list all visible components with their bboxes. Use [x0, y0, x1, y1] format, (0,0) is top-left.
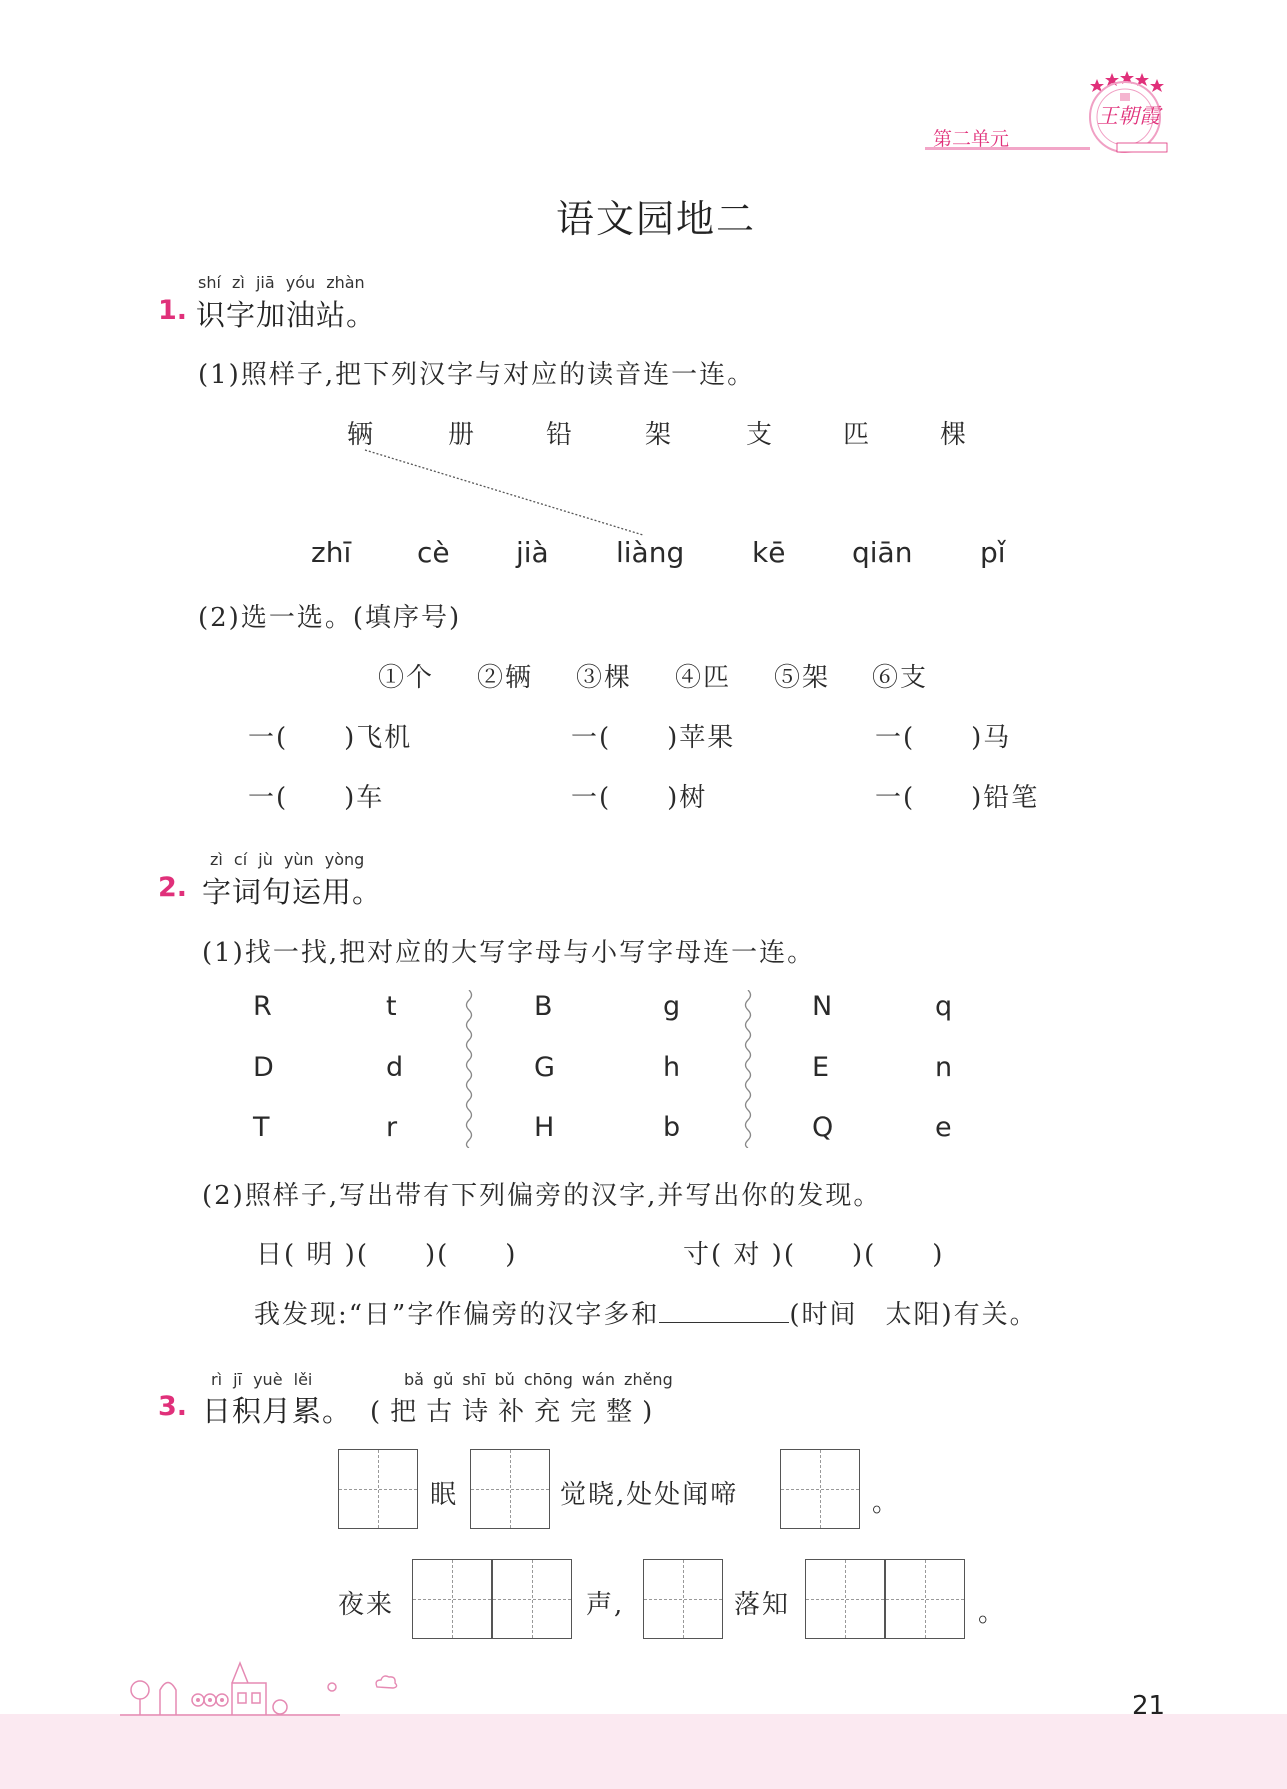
section3-subheading-pinyin: bǎ gǔ shī bǔ chōng wán zhěng	[404, 1370, 673, 1389]
character-item[interactable]: 匹	[843, 420, 870, 450]
lowercase-letter[interactable]: n	[935, 1052, 953, 1083]
section1-pinyin: shí zì jiā yóu zhàn	[198, 273, 365, 292]
option-item: ④匹	[675, 663, 732, 693]
uppercase-letter[interactable]: N	[812, 991, 833, 1022]
verse1-text-1: 眠	[430, 1480, 459, 1510]
s2-part2-instruction: (2)照样子,写出带有下列偏旁的汉字,并写出你的发现。	[202, 1181, 882, 1211]
option-item: ②辆	[477, 663, 534, 693]
page-title: 语文园地二	[556, 197, 757, 241]
verse2-text-3: 落知	[734, 1590, 791, 1620]
verse1-text-2: 觉晓,处处闻啼	[560, 1480, 739, 1510]
pinyin-item[interactable]: cè	[417, 536, 450, 569]
uppercase-letter[interactable]: G	[534, 1052, 555, 1083]
fill-item-car[interactable]: 一( )车	[248, 783, 385, 813]
section2-heading: 字词句运用。	[202, 875, 383, 909]
footer-band	[0, 1714, 1287, 1789]
writing-box[interactable]	[780, 1449, 860, 1529]
verse2-text-1: 夜来	[338, 1590, 395, 1620]
fill-item-pencil[interactable]: 一( )铅笔	[875, 783, 1040, 813]
option-item: ①个	[378, 663, 435, 693]
lowercase-letter[interactable]: t	[386, 991, 397, 1022]
cloud-icon	[372, 1672, 400, 1692]
character-item[interactable]: 辆	[347, 420, 374, 450]
lowercase-letter[interactable]: d	[386, 1052, 404, 1083]
page-number: 21	[1132, 1691, 1166, 1721]
writing-box[interactable]	[492, 1559, 572, 1639]
pinyin-item[interactable]: jià	[516, 536, 549, 569]
verse1-end: 。	[872, 1488, 901, 1518]
uppercase-letter[interactable]: H	[534, 1112, 555, 1143]
logo-text: 王朝霞	[1097, 104, 1160, 128]
writing-box[interactable]	[338, 1449, 418, 1529]
lowercase-letter[interactable]: g	[663, 991, 681, 1022]
section1-number: 1.	[158, 295, 188, 326]
uppercase-letter[interactable]: R	[253, 991, 272, 1022]
writing-box[interactable]	[470, 1449, 550, 1529]
wavy-divider-2	[741, 990, 755, 1148]
uppercase-letter[interactable]: Q	[812, 1112, 834, 1143]
uppercase-letter[interactable]: E	[812, 1052, 830, 1083]
lowercase-letter[interactable]: q	[935, 991, 953, 1022]
radical-ri-row[interactable]: 日( 明 )( )( )	[256, 1240, 518, 1270]
lowercase-letter[interactable]: h	[663, 1052, 681, 1083]
wavy-divider-1	[462, 990, 476, 1148]
pinyin-item[interactable]: zhī	[311, 536, 352, 569]
character-item[interactable]: 架	[645, 420, 672, 450]
pinyin-item[interactable]: pǐ	[980, 536, 1006, 569]
radical-cun-row[interactable]: 寸( 对 )( )( )	[683, 1240, 945, 1270]
option-item: ⑥支	[872, 663, 929, 693]
finding-sentence	[254, 1294, 1038, 1331]
finding-prefix: 我发现:“日”字作偏旁的汉字多和	[254, 1300, 660, 1330]
writing-box[interactable]	[885, 1559, 965, 1639]
option-item: ③棵	[576, 663, 633, 693]
section3-heading: 日积月累。	[202, 1394, 353, 1428]
section3-pinyin: rì jī yuè lěi	[211, 1370, 313, 1389]
s1-part1-instruction: (1)照样子,把下列汉字与对应的读音连一连。	[198, 360, 756, 390]
finding-blank[interactable]	[659, 1300, 789, 1323]
writing-box[interactable]	[805, 1559, 885, 1639]
pinyin-item[interactable]: kē	[752, 536, 786, 569]
pinyin-item[interactable]: liàng	[616, 536, 685, 569]
uppercase-letter[interactable]: D	[253, 1052, 274, 1083]
character-item[interactable]: 棵	[940, 420, 967, 450]
verse2-end: 。	[978, 1598, 1007, 1628]
fill-item-horse[interactable]: 一( )马	[875, 723, 1012, 753]
section2-pinyin: zì cí jù yùn yòng	[210, 850, 365, 869]
character-item[interactable]: 册	[448, 420, 475, 450]
section2-number: 2.	[158, 872, 188, 903]
verse2-text-2: 声,	[586, 1590, 625, 1620]
uppercase-letter[interactable]: T	[253, 1112, 270, 1143]
fill-item-airplane[interactable]: 一( )飞机	[248, 723, 413, 753]
option-item: ⑤架	[774, 663, 831, 693]
pinyin-item[interactable]: qiān	[852, 536, 913, 569]
lowercase-letter[interactable]: r	[386, 1112, 398, 1143]
finding-suffix: (时间 太阳)有关。	[789, 1300, 1038, 1330]
example-connecting-line	[0, 0, 1287, 600]
section3-number: 3.	[158, 1391, 188, 1422]
castle-illustration	[120, 1645, 350, 1720]
lowercase-letter[interactable]: b	[663, 1112, 681, 1143]
fill-item-tree[interactable]: 一( )树	[571, 783, 708, 813]
fill-item-apple[interactable]: 一( )苹果	[571, 723, 736, 753]
writing-box[interactable]	[412, 1559, 492, 1639]
writing-box[interactable]	[643, 1559, 723, 1639]
character-item[interactable]: 铅	[546, 420, 573, 450]
uppercase-letter[interactable]: B	[534, 991, 553, 1022]
unit-label: 第二单元	[933, 128, 1010, 150]
character-item[interactable]: 支	[746, 420, 773, 450]
section1-heading: 识字加油站。	[196, 298, 377, 332]
s2-part1-instruction: (1)找一找,把对应的大写字母与小写字母连一连。	[202, 938, 816, 968]
lowercase-letter[interactable]: e	[935, 1112, 952, 1143]
section3-subheading: (把古诗补充完整)	[370, 1397, 663, 1427]
s1-part2-instruction: (2)选一选。(填序号)	[198, 603, 462, 633]
